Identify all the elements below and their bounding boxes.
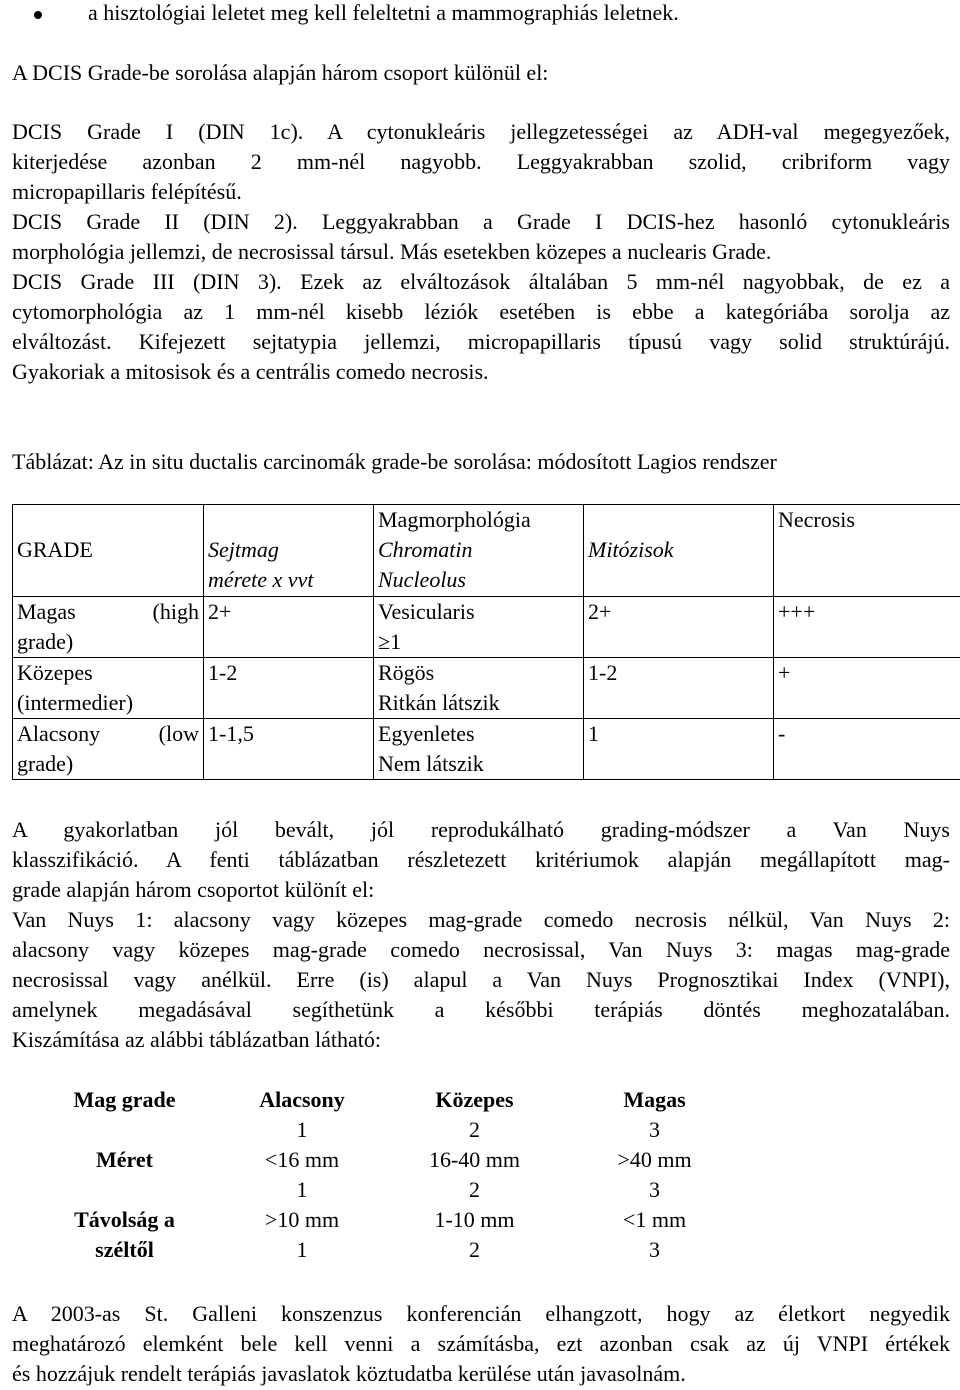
- necrosis-cell: -: [774, 719, 960, 780]
- vannuys-line: alacsony vagy közepes mag-grade comedo necrosissal, Van Nuys 3: magas mag-grade: [12, 937, 950, 962]
- grade-text: (intermedier): [17, 690, 134, 715]
- vnpi-cell: 16-40 mm: [428, 1147, 521, 1172]
- vannuys-line: Van Nuys 1: alacsony vagy közepes mag-grade comedo necrosis nélkül, Van Nuys 2:: [12, 907, 950, 932]
- chromatin-text: Egyenletes: [378, 721, 475, 746]
- vnpi-cell: 1: [296, 1177, 308, 1202]
- intro-line: elváltozást. Kifejezett sejtatypia jellemzi, micropapillaris típusú vagy solid struktúrájú.: [12, 329, 950, 354]
- chromatin-cell: [374, 658, 584, 719]
- mitozis-cell: 2+: [584, 597, 774, 658]
- vnpi-row: [52, 1175, 767, 1205]
- intro-line: Gyakoriak a mitosisok és a centrális comedo necrosis.: [12, 359, 489, 384]
- mitozis-cell: 1: [584, 719, 774, 780]
- vnpi-cell: <1 mm: [622, 1207, 687, 1232]
- vnpi-cell: Magas: [623, 1087, 686, 1112]
- vnpi-cell: 3: [649, 1117, 660, 1142]
- grade-text: Közepes: [17, 660, 93, 685]
- table-caption: Táblázat: Az in situ ductalis carcinomák grade-be sorolása: módosított Lagios rendszer: [12, 449, 777, 474]
- vnpi-label: Mag grade: [73, 1087, 176, 1112]
- grade-header-cell: [13, 505, 204, 597]
- intro-line: A DCIS Grade-be sorolása alapján három csoport különül el:: [12, 60, 549, 85]
- intro-line: morphológia jellemzi, de necrosissal társul. Más esetekben közepes a nuclearis Grade.: [12, 239, 772, 264]
- sejtmag-header-cell: [204, 505, 374, 597]
- intro-line: cytomorphológia az 1 mm-nél kisebb léziók esetében is ebbe a kategóriába sorolja az: [12, 299, 950, 324]
- vnpi-cell: 1: [296, 1117, 308, 1142]
- vnpi-row: [52, 1205, 767, 1235]
- vnpi-cell: Közepes: [435, 1087, 514, 1112]
- nucleolus-text: Ritkán látszik: [378, 690, 500, 715]
- vnpi-cell: 2: [469, 1177, 480, 1202]
- sejtmag-header-1: Sejtmag: [208, 537, 279, 562]
- sejtmag-cell: 1-2: [204, 658, 374, 719]
- magmorph-header: Magmorphológia: [378, 507, 531, 532]
- vnpi-row: [52, 1115, 767, 1145]
- closing-line: A 2003-as St. Galleni konszenzus konferencián elhangzott, hogy az életkort negyedik: [12, 1301, 950, 1326]
- intro-line: micropapillaris felépítésű.: [12, 179, 242, 204]
- nucleolus-text: ≥1: [378, 629, 402, 654]
- vannuys-line: A gyakorlatban jól bevált, jól reprodukálható grading-módszer a Van Nuys: [12, 817, 950, 842]
- mitozis-cell: 1-2: [584, 658, 774, 719]
- vannuys-line: necrosissal vagy anélkül. Erre (is) alapul a Van Nuys Prognosztikai Index (VNPI),: [12, 967, 950, 992]
- magmorph-header-cell: [374, 505, 584, 597]
- chromatin-text: Rögös: [378, 660, 435, 685]
- bullet-text: a hisztológiai leletet meg kell feleltetni a mammographiás leletnek.: [88, 0, 679, 25]
- bullet-icon: [34, 11, 42, 19]
- closing-line: és hozzájuk rendelt terápiás javaslatok köztudatba kerülése után javasolnám.: [12, 1361, 686, 1386]
- vannuys-line: Kiszámítása az alábbi táblázatban látható:: [12, 1027, 381, 1052]
- vnpi-cell: 2: [469, 1237, 480, 1262]
- chromatin-header: Chromatin: [378, 537, 473, 562]
- mitozis-header-cell: [584, 505, 774, 597]
- vnpi-label: [52, 1115, 197, 1145]
- necrosis-header-cell: [774, 505, 960, 597]
- grade-cell: [13, 719, 204, 780]
- vnpi-cell: 1: [296, 1237, 308, 1262]
- intro-line: DCIS Grade II (DIN 2). Leggyakrabban a Grade I DCIS-hez hasonló cytonukleáris: [12, 209, 950, 234]
- table-row: [13, 719, 960, 780]
- necrosis-header: Necrosis: [778, 507, 855, 532]
- intro-line: kiterjedése azonban 2 mm-nél nagyobb. Leggyakrabban szolid, cribriform vagy: [12, 149, 950, 174]
- intro-line: DCIS Grade III (DIN 3). Ezek az elváltozások általában 5 mm-nél nagyobbak, de ez a: [12, 269, 950, 294]
- vannuys-line: grade alapján három csoportot különít el:: [12, 877, 375, 902]
- mitozis-header: Mitózisok: [588, 537, 674, 562]
- vnpi-row: [52, 1085, 767, 1115]
- intro-line: DCIS Grade I (DIN 1c). A cytonukleáris jellegzetességei az ADH-val megegyezőek,: [12, 119, 950, 144]
- grade-text: (high: [152, 599, 199, 624]
- vnpi-row: [52, 1145, 767, 1175]
- chromatin-text: Vesicularis: [378, 599, 475, 624]
- vnpi-label: [52, 1175, 197, 1205]
- table-row: [13, 597, 960, 658]
- vnpi-cell: 1-10 mm: [434, 1207, 515, 1232]
- vnpi-cell: 3: [649, 1237, 660, 1262]
- grade-text: grade): [17, 629, 74, 654]
- vnpi-cell: 2: [469, 1117, 480, 1142]
- vnpi-row: [52, 1235, 767, 1265]
- grade-header: GRADE: [17, 537, 93, 562]
- grade-text: (low: [158, 721, 199, 746]
- vnpi-table: [52, 1085, 767, 1265]
- sejtmag-header-2: mérete x vvt: [208, 567, 314, 592]
- vnpi-label: Méret: [96, 1147, 153, 1172]
- vnpi-label: széltől: [95, 1237, 154, 1262]
- sejtmag-cell: 1-1,5: [204, 719, 374, 780]
- necrosis-cell: +++: [774, 597, 960, 658]
- grade-text: Alacsony: [17, 721, 101, 746]
- chromatin-cell: [374, 597, 584, 658]
- table-header-row: [13, 505, 960, 597]
- vnpi-cell: >40 mm: [617, 1147, 692, 1172]
- vnpi-cell: 3: [649, 1177, 660, 1202]
- grade-cell: [13, 658, 204, 719]
- vnpi-cell: Alacsony: [259, 1087, 345, 1112]
- vnpi-label: Távolság a: [74, 1207, 175, 1232]
- sejtmag-cell: 2+: [204, 597, 374, 658]
- grade-text: grade): [17, 751, 74, 776]
- closing-line: meghatározó elemként bele kell venni a számításba, ezt azonban csak az új VNPI értékek: [12, 1331, 950, 1356]
- chromatin-cell: [374, 719, 584, 780]
- grade-text: Magas: [17, 599, 76, 624]
- lagios-table: [12, 504, 960, 780]
- vannuys-line: amelynek megadásával segíthetünk a későbbi terápiás döntés meghozatalában.: [12, 997, 950, 1022]
- table-row: [13, 658, 960, 719]
- vnpi-cell: >10 mm: [264, 1207, 340, 1232]
- grade-cell: [13, 597, 204, 658]
- vnpi-cell: <16 mm: [264, 1147, 340, 1172]
- nucleolus-text: Nem látszik: [378, 751, 484, 776]
- vannuys-line: klasszifikáció. A fenti táblázatban részletezett kritériumok alapján megállapított mag-: [12, 847, 950, 872]
- necrosis-cell: +: [774, 658, 960, 719]
- nucleolus-header: Nucleolus: [378, 567, 466, 592]
